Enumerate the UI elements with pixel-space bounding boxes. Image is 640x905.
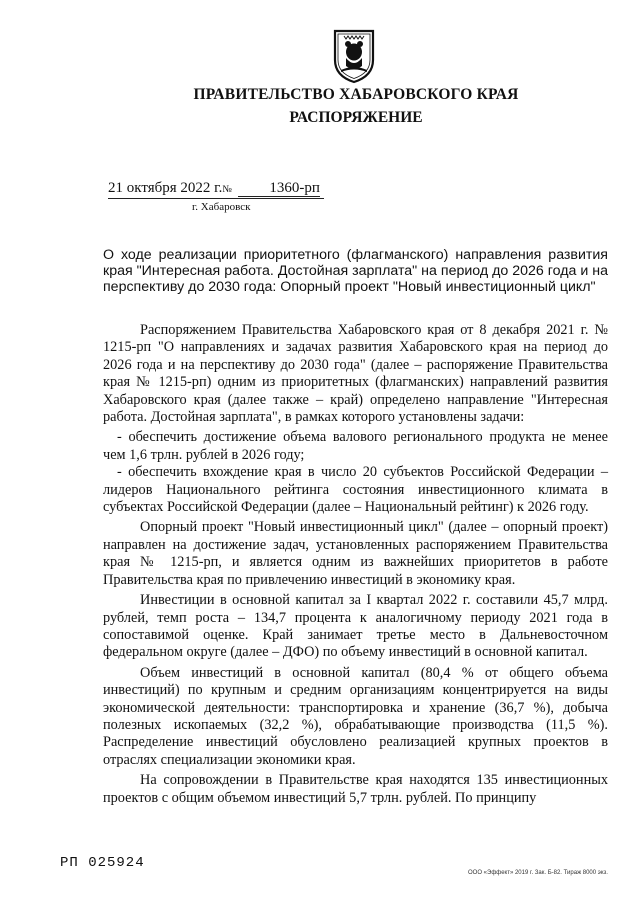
bullet-item: - обеспечить вхождение края в число 20 субъектов Российской Федерации – лидеров Национального рейтинга состояния инвестиционного климата в субъектах Российской Федерации (далее – Национальный рейтинг) к 2026 году. <box>103 464 608 516</box>
form-serial-code: РП 025924 <box>60 855 145 871</box>
document-body <box>103 322 608 807</box>
paragraph: Опорный проект "Новый инвестиционный цикл" (далее – опорный проект) направлен на достижение задач, установленных распоряжением Правительства края № 1215-рп, и является одним из важнейших приоритетов в работе Правительства края по привлечению инвестиций в экономику края. <box>103 519 608 588</box>
document-subject: О ходе реализации приоритетного (флагманского) направления развития края "Интересная работа. Достойная зарплата" на период до 2026 года и на перспективу до 2030 года: Опорный проект "Новый инвестиционный цикл" <box>103 247 608 295</box>
date-number-line <box>108 180 320 197</box>
coat-of-arms-icon <box>331 28 377 84</box>
document-city: г. Хабаровск <box>192 201 251 213</box>
paragraph: На сопровождении в Правительстве края находятся 135 инвестиционных проектов с общим объемом инвестиций 5,7 трлн. рублей. По принципу <box>103 772 608 806</box>
paragraph: Объем инвестиций в основной капитал (80,4 % от общего объема инвестиций) по крупным и средним организациям концентрируется на виды экономической деятельности: транспортировка и хранение (36,7 %), добыча полезных ископаемых (32,2 %), обрабатывающие производства (11,5 %). Распределение инвестиций обусловлено реализацией крупных проектов в отраслях специализации экономики края. <box>103 664 608 768</box>
paragraph: Инвестиции в основной капитал за I квартал 2022 г. составили 45,7 млрд. рублей, темп роста – 134,7 процента к аналогичному периоду 2021 года в сопоставимой оценке. Край занимает третье место в Дальневосточном федеральном округе (далее – ДФО) по объему инвестиций в основной капитал. <box>103 592 608 661</box>
number-sign: № <box>222 184 232 195</box>
bullet-item: - обеспечить достижение объема валового регионального продукта не менее чем 1,6 трлн. рублей в 2026 году; <box>103 429 608 463</box>
paragraph: Распоряжением Правительства Хабаровского края от 8 декабря 2021 г. № 1215-рп "О направлениях и задачах развития Хабаровского края на период до 2026 года и на перспективу до 2030 года" (далее – распоряжение Правительства края № 1215-рп) одним из приоритетных (флагманских) направлений развития Хабаровского края (далее также – край) определено направление "Интересная работа. Достойная зарплата", в рамках которого установлены задачи: <box>103 322 608 426</box>
printer-imprint: ООО «Эффект» 2019 г. Зак. Б-82. Тираж 8000 экз. <box>468 870 608 876</box>
date-underline <box>108 198 324 199</box>
document-type: РАСПОРЯЖЕНИЕ <box>289 109 423 126</box>
document-date: 21 октября 2022 г. <box>108 180 223 196</box>
government-title: ПРАВИТЕЛЬСТВО ХАБАРОВСКОГО КРАЯ <box>193 86 519 103</box>
document-number: 1360-рп <box>238 180 320 197</box>
